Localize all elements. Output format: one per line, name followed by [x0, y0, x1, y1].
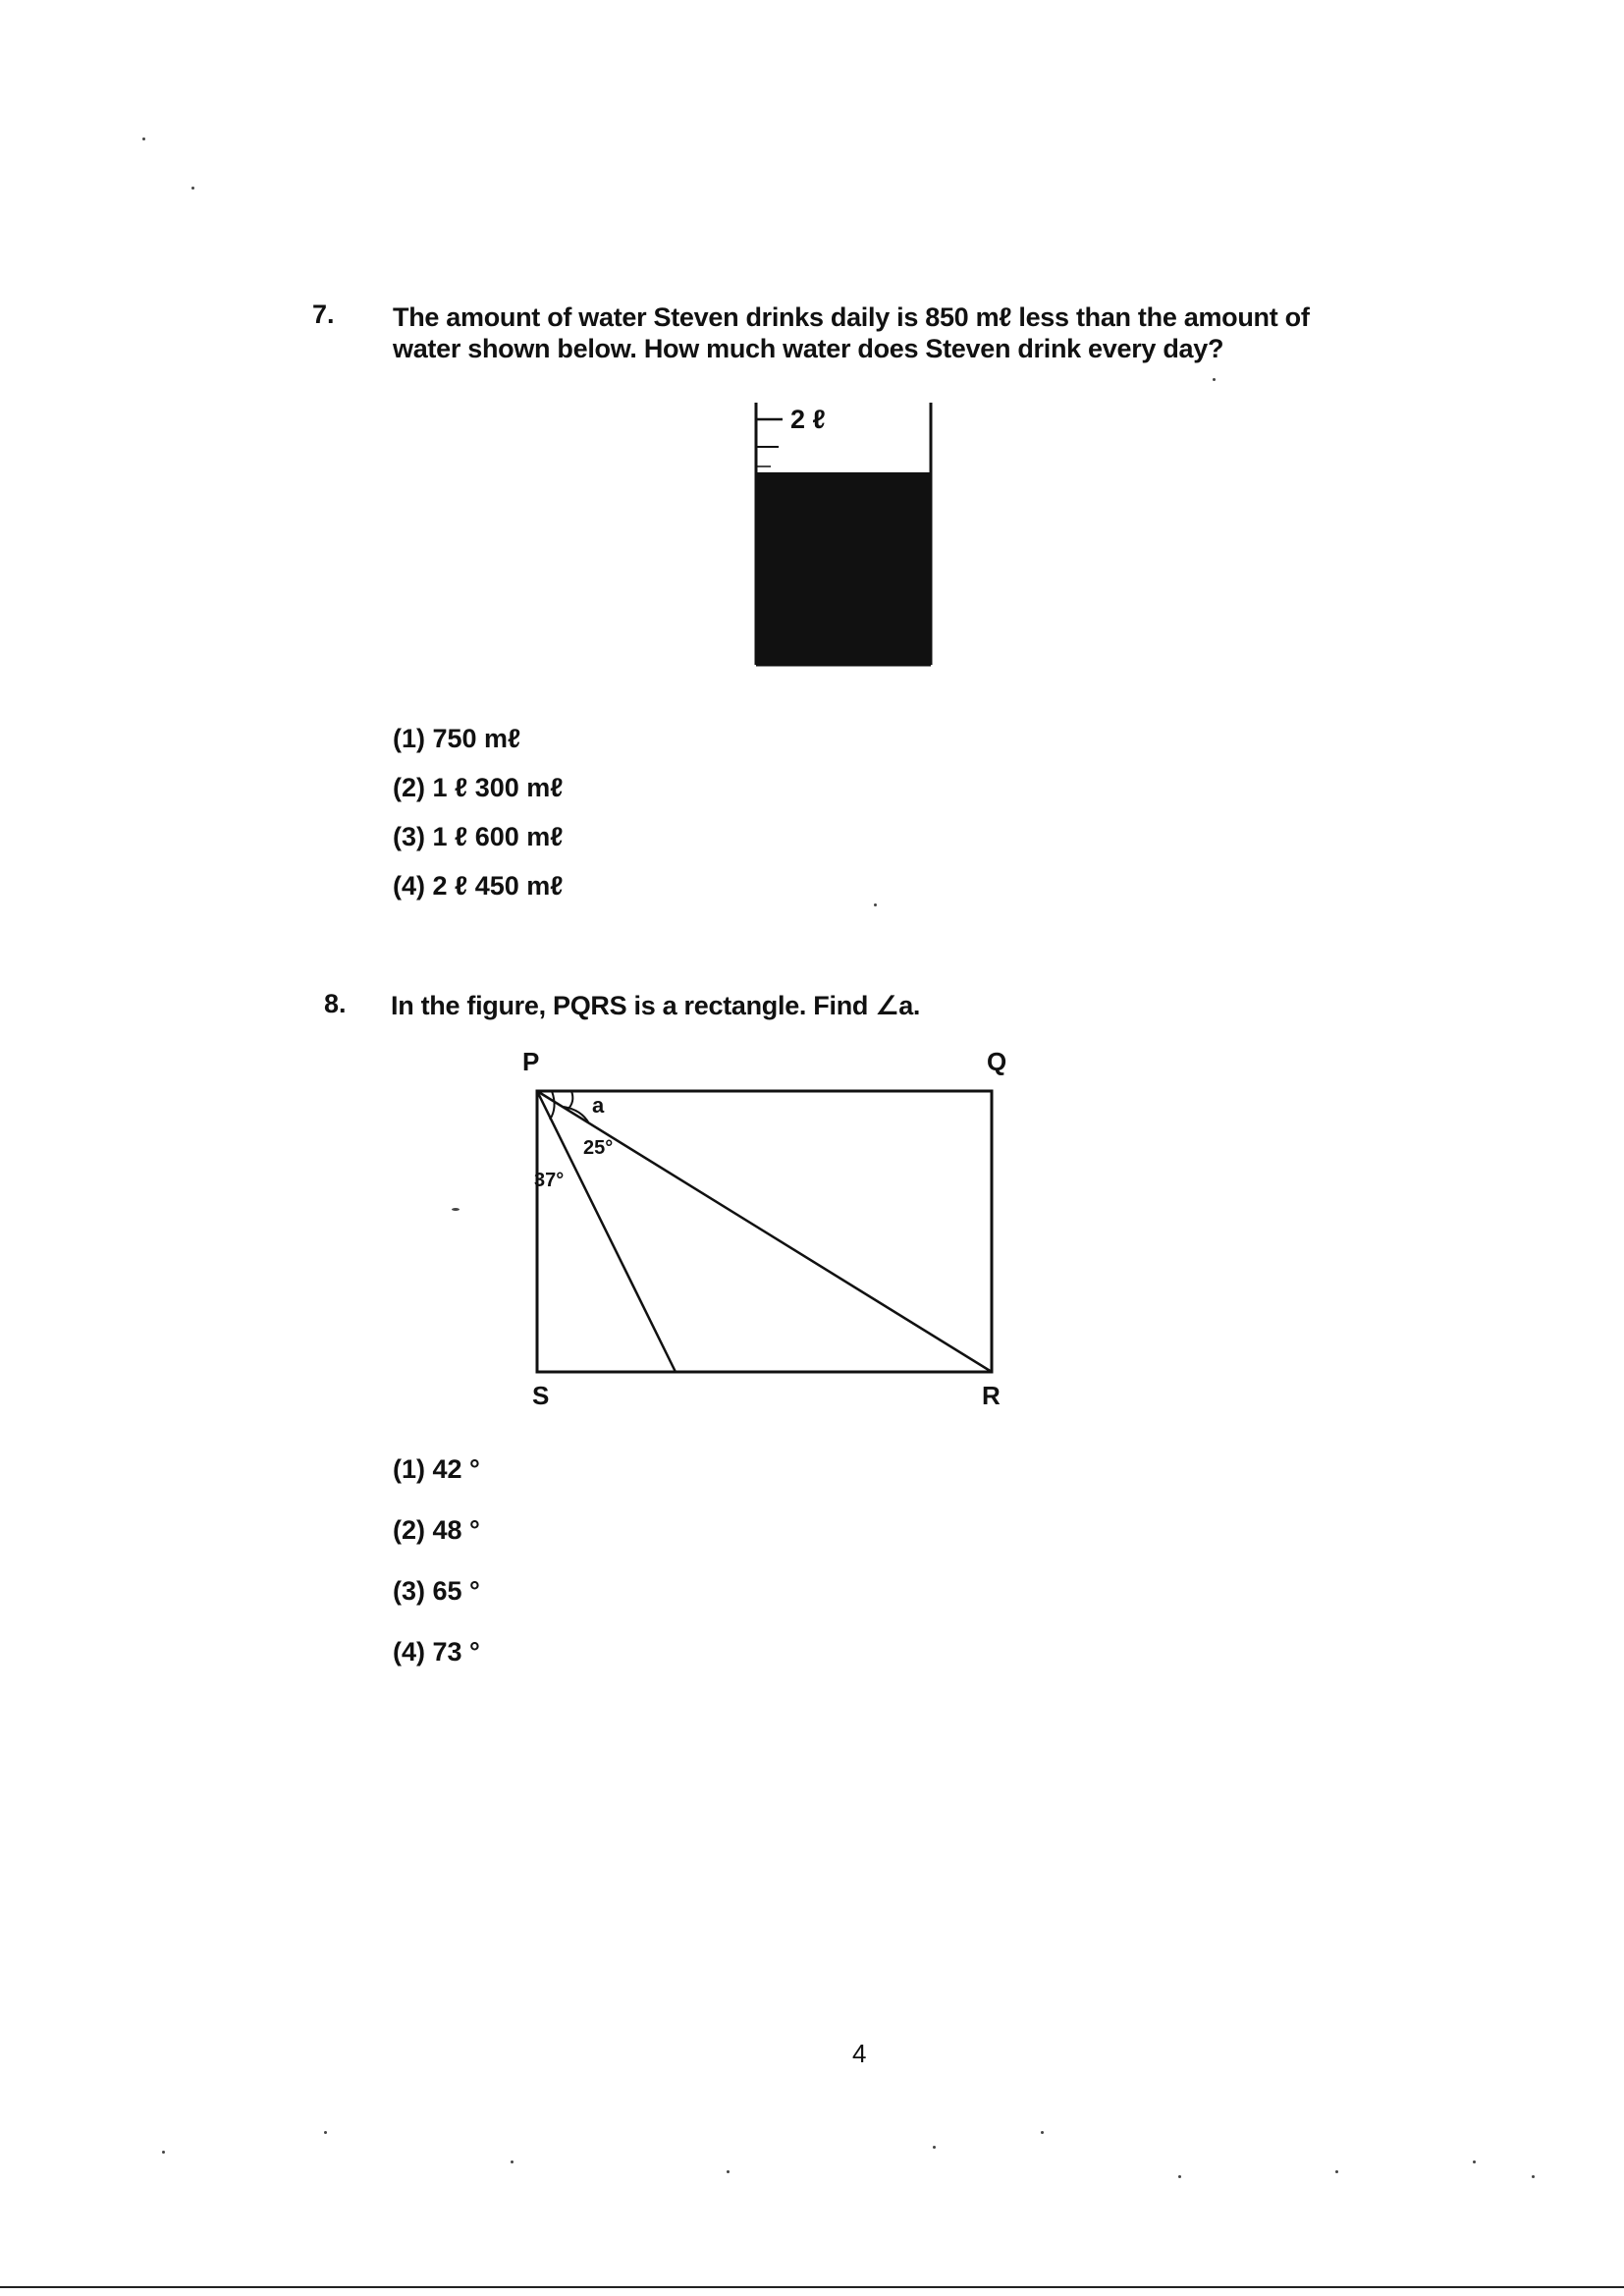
scale-label: 2 ℓ — [790, 405, 826, 434]
scan-speck — [1213, 378, 1216, 381]
question-8-option-2[interactable]: (2) 48 ° — [393, 1515, 480, 1545]
scan-speck — [511, 2160, 514, 2163]
question-8-option-1[interactable]: (1) 42 ° — [393, 1454, 480, 1484]
question-8-text: In the figure, PQRS is a rectangle. Find ∠a. — [391, 991, 921, 1020]
vertex-q-label: Q — [987, 1047, 1007, 1076]
vertex-s-label: S — [532, 1381, 550, 1410]
question-7-option-1[interactable]: (1) 750 mℓ — [393, 724, 521, 753]
scan-speck — [324, 2131, 327, 2134]
question-7-text-line-2: water shown below. How much water does Steven drink every day? — [393, 334, 1224, 363]
scan-speck — [1335, 2170, 1338, 2173]
scan-speck — [1041, 2131, 1044, 2134]
bottom-rule — [0, 2286, 1624, 2288]
question-8-option-3[interactable]: (3) 65 ° — [393, 1576, 480, 1606]
question-7-option-4[interactable]: (4) 2 ℓ 450 mℓ — [393, 871, 564, 901]
scan-speck — [452, 1208, 460, 1211]
beaker-figure — [741, 398, 938, 673]
question-8-number: 8. — [324, 989, 347, 1018]
question-8-option-4[interactable]: (4) 73 ° — [393, 1637, 480, 1667]
angle-a-label: a — [592, 1093, 605, 1118]
water-fill — [757, 472, 930, 664]
scan-speck — [933, 2146, 936, 2149]
question-7-option-3[interactable]: (3) 1 ℓ 600 mℓ — [393, 822, 564, 851]
angle-arc-37 — [550, 1091, 555, 1120]
scan-speck — [142, 137, 145, 140]
angle-25-label: 25° — [583, 1137, 614, 1159]
angle-37-label: 37° — [534, 1170, 565, 1191]
scan-speck — [191, 187, 194, 190]
question-7-text — [393, 301, 1335, 364]
page-number: 4 — [852, 2039, 867, 2068]
vertex-p-label: P — [522, 1047, 540, 1076]
question-7-option-2[interactable]: (2) 1 ℓ 300 mℓ — [393, 773, 564, 802]
scan-speck — [1178, 2175, 1181, 2178]
question-7-number: 7. — [312, 300, 335, 329]
rectangle-figure — [511, 1041, 1021, 1414]
question-7-text-line-1: The amount of water Steven drinks daily is 850 mℓ less than the amount of — [393, 302, 1310, 332]
scan-speck — [874, 903, 877, 906]
scan-speck — [1532, 2175, 1535, 2178]
scan-speck — [727, 2170, 730, 2173]
scan-speck — [1473, 2160, 1476, 2163]
question-8-options — [393, 1439, 480, 1682]
vertex-r-label: R — [982, 1381, 1001, 1410]
question-7-options — [393, 714, 563, 910]
scan-speck — [162, 2151, 165, 2154]
